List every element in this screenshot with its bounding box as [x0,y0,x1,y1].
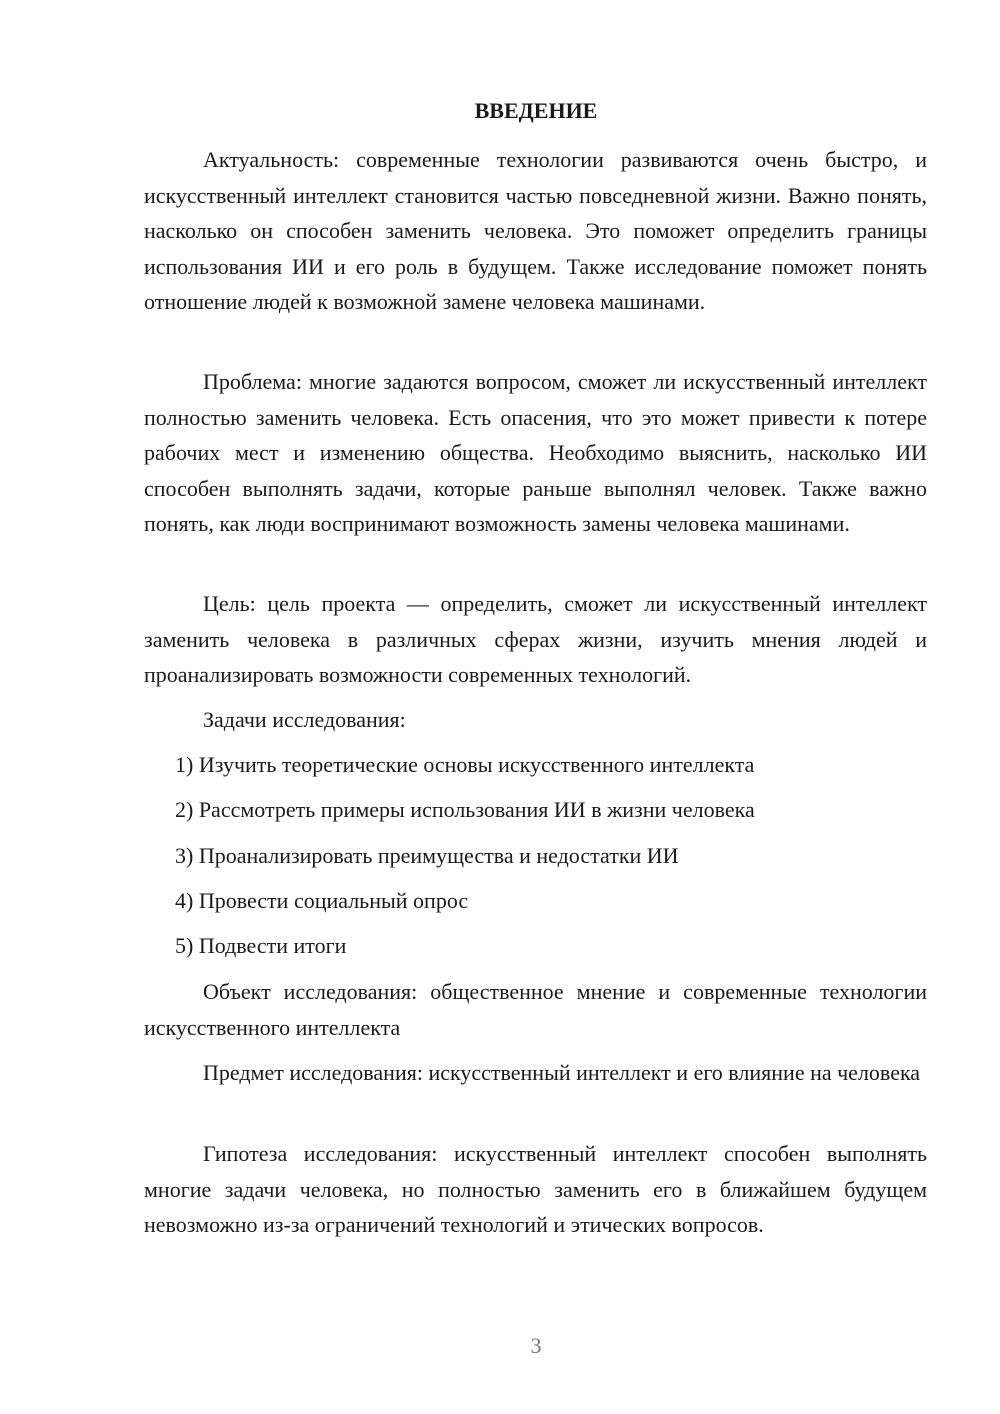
task-item: 5) Подвести итоги [175,933,347,959]
task-item: 1) Изучить теоретические основы искусственного интеллекта [175,752,755,777]
tasks-list [175,747,755,973]
page-number: 3 [530,1333,542,1358]
task-item: 3) Проанализировать преимущества и недостатки ИИ [175,842,679,868]
object-paragraph: Объект исследования: общественное мнение и современные технологии искусственного интеллекта [144,979,927,1040]
tasks-heading: Задачи исследования: [203,707,406,732]
hypothesis-paragraph: Гипотеза исследования: искусственный интеллект способен выполнять многие задачи человека, но полностью заменить его в ближайшем будущем невозможно из-за ограничений технологий и этических вопросов. [144,1141,927,1237]
subject-paragraph: Предмет исследования: искусственный интеллект и его влияние на человека [203,1060,921,1085]
relevance-paragraph: Актуальность: современные технологии развиваются очень быстро, и искусственный интеллект становится частью повседневной жизни. Важно понять, насколько он способен заменить человека. Это поможет определить границы использования ИИ и его роль в будущем. Также исследование поможет понять отношение людей к возможной замене человека машинами. [144,147,927,314]
task-item: 4) Провести социальный опрос [175,887,469,913]
task-item: 2) Рассмотреть примеры использования ИИ в жизни человека [175,797,755,823]
goal-paragraph: Цель: цель проекта — определить, сможет ли искусственный интеллект заменить человека в различных сферах жизни, изучить мнения людей и проанализировать возможности современных технологий. [144,591,927,687]
page-title: ВВЕДЕНИЕ [474,98,598,123]
problem-paragraph: Проблема: многие задаются вопросом, сможет ли искусственный интеллект полностью заменить человека. Есть опасения, что это может привести к потере рабочих мест и изменению общества. Необходимо выяснить, насколько ИИ способен выполнять задачи, которые раньше выполнял человек. Также важно понять, как люди воспринимают возможность замены человека машинами. [144,369,927,536]
